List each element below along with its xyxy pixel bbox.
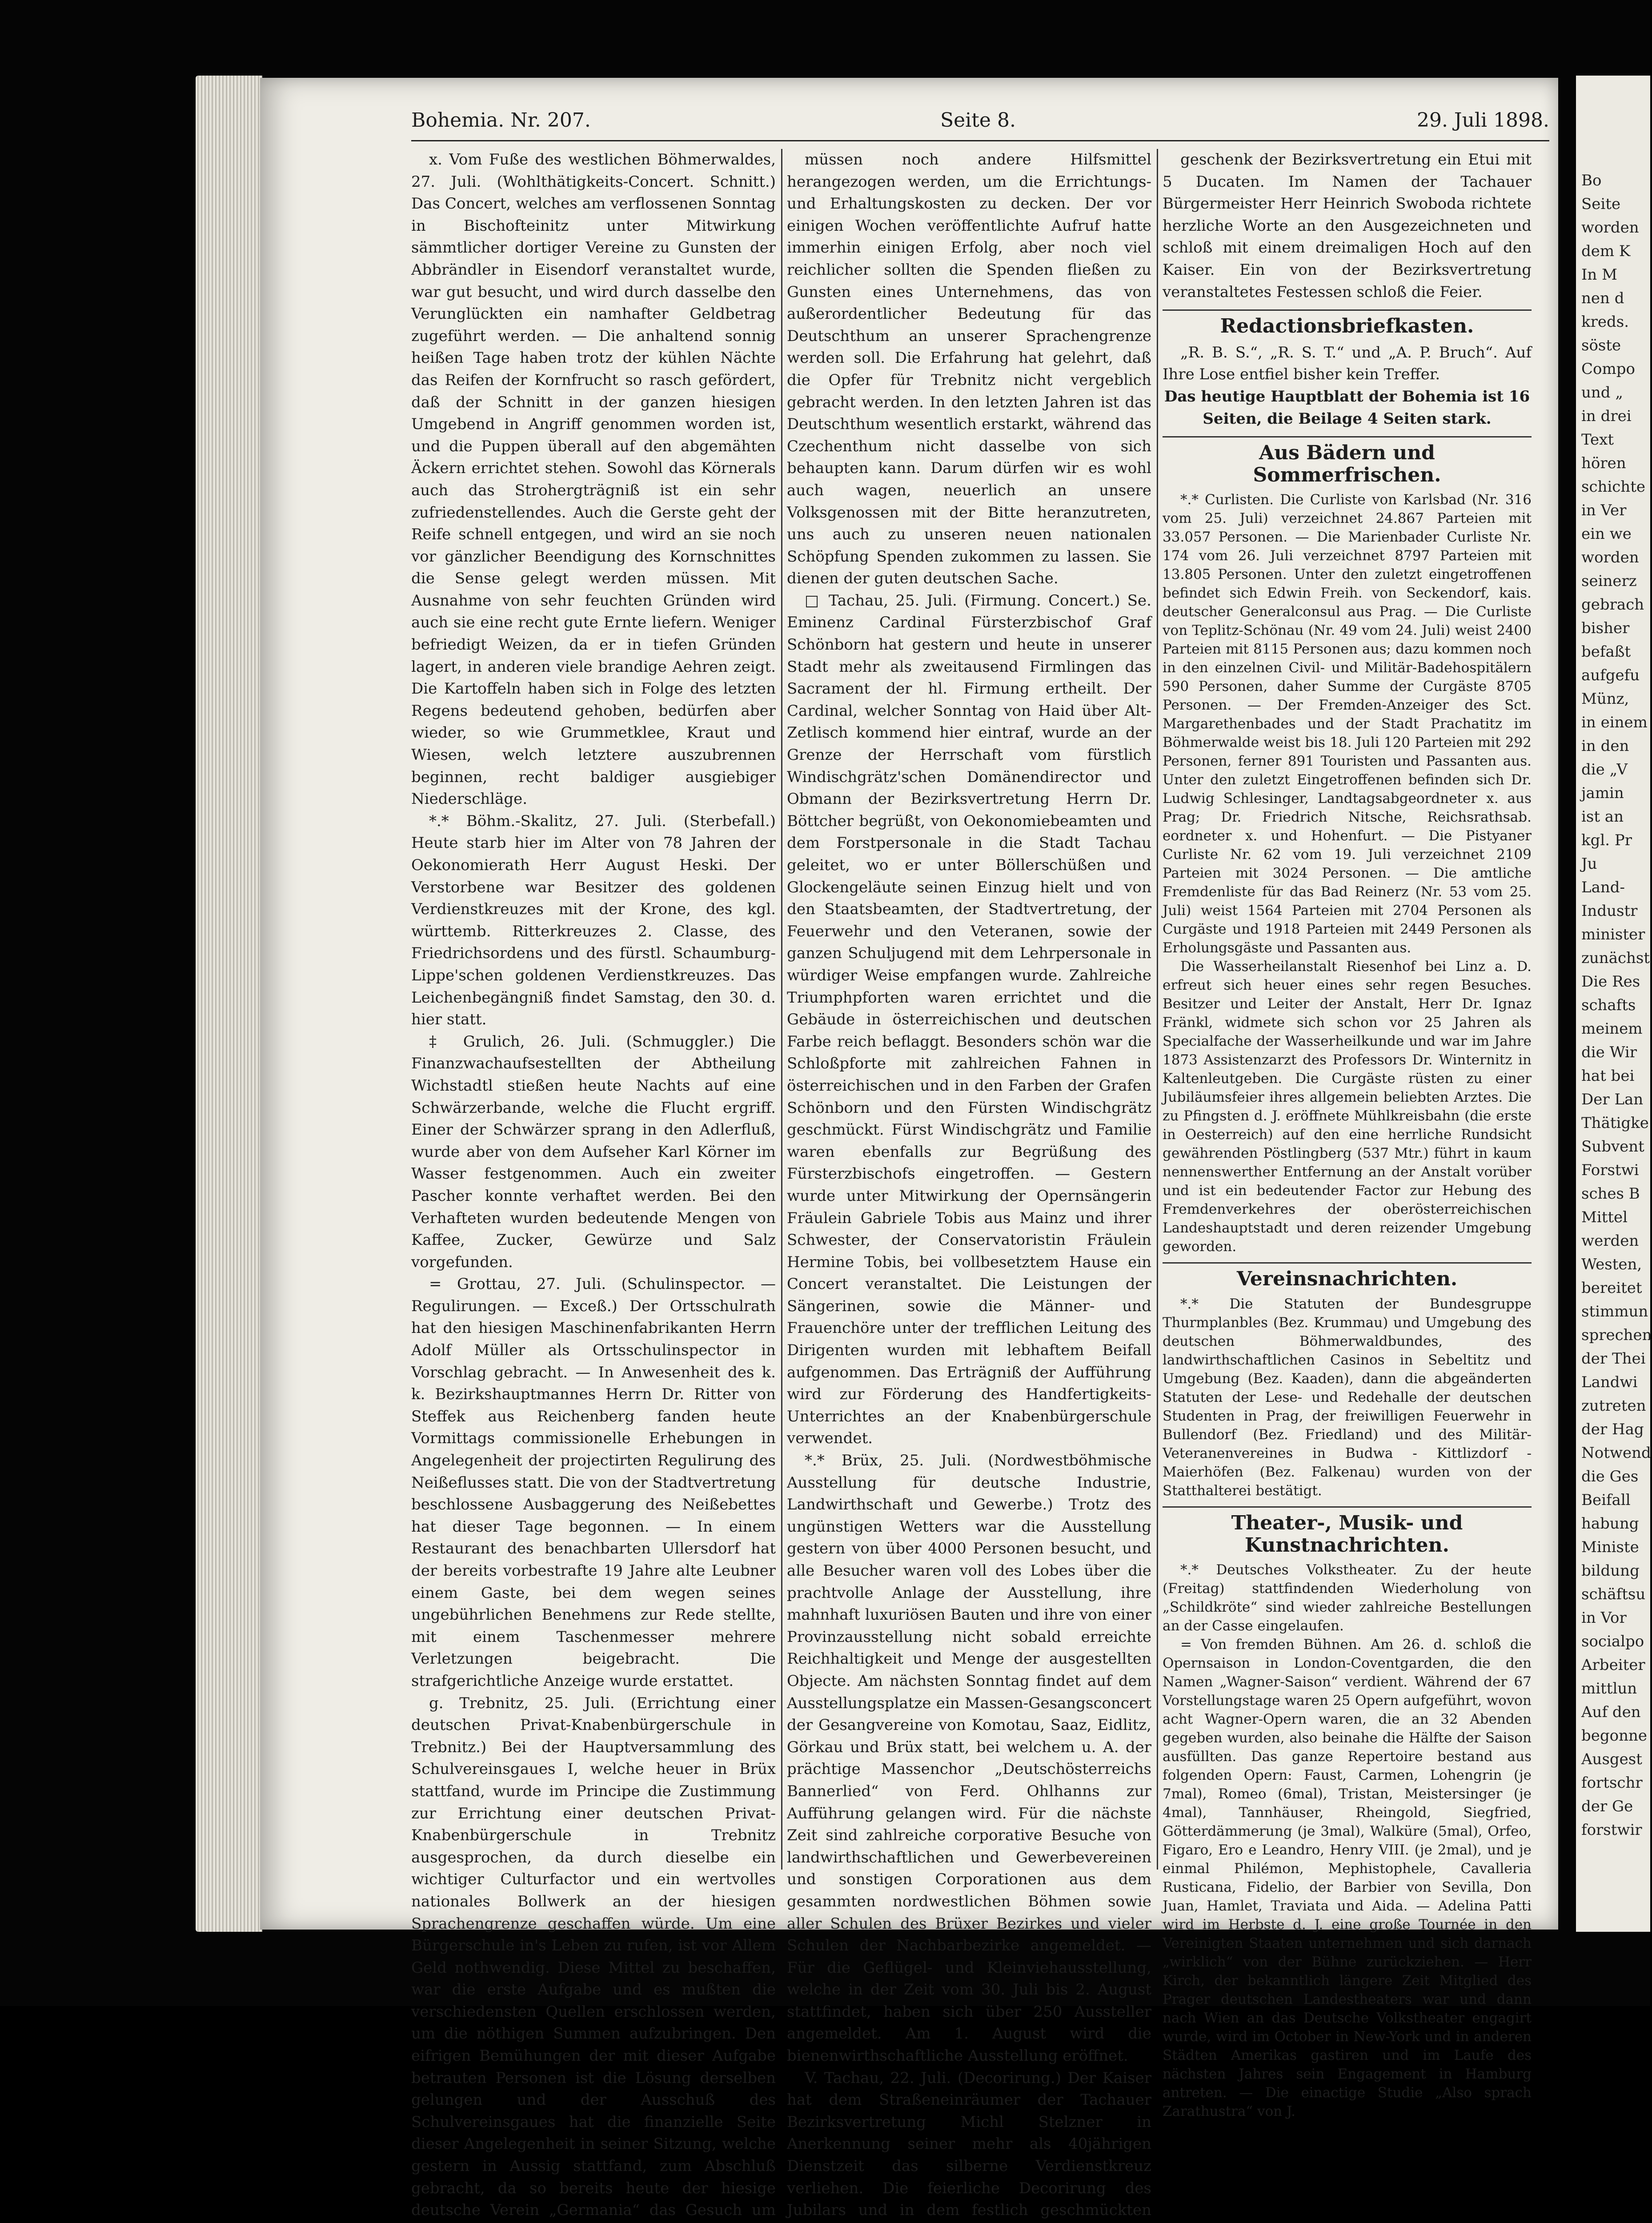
article-tachau-decorirung: V. Tachau, 22. Juli. (Decorirung.) Der Kaiser hat dem Straßeneinräumer der Tachauer Bezirksvertretung Michl Stelzner in Anerkennung seiner mehr als 40jährigen Dienstzeit das silberne Verdienstkreuz verliehen. Die feierliche Decorirung des Jubilars und in dem festlich geschmückten xyxy=(787,2069,1151,2219)
article-statuten: *.* Die Statuten der Bundesgruppe Thurmplanbles (Bez. Krummau) und Umgebung des deutschen Böhmerwaldbundes, des landwirthschaftlichen Casinos in Sebeltitz und Umgebung (Bez. Kaaden), dann die abgeänderten Statuten der Lese- und Redehalle der deutschen Studenten in Prag, der freiwilligen Feuerwehr in Bullendorf (Bez. Friedland) und des Militär-Veteranenvereines in Budwa - Kittlizdorf - Maierhöfen (Bez. Falkenau) wurden von der Statthalterei bestätigt. xyxy=(1163,1296,1532,1499)
adjacent-page-line: zunächst xyxy=(1581,949,1650,967)
adjacent-page-line: ein we xyxy=(1581,525,1632,543)
adjacent-page-line: Die Res xyxy=(1581,973,1640,991)
adjacent-page-line: socialpo xyxy=(1581,1633,1644,1650)
column-1 xyxy=(411,149,776,2219)
page-count-notice: Das heutige Hauptblatt der Bohemia ist 16 Seiten, die Beilage 4 Seiten stark. xyxy=(1164,387,1530,428)
adjacent-page-line: Ju xyxy=(1581,855,1597,873)
adjacent-page-line: Bo xyxy=(1581,172,1602,189)
adjacent-page-line: Industr xyxy=(1581,902,1638,920)
article-tachau-firmung: □ Tachau, 25. Juli. (Firmung. Concert.) Se. Eminenz Cardinal Fürsterzbischof Graf Schönborn hat gestern und heute in unserer Stadt mehr als zweitausend Firmlingen das Sacrament der hl. Firmung ertheilt. Der Cardinal, welcher Sonntag von Haid über Alt-Zetlisch kommend hier eintraf, wurde an der Grenze der Herrschaft vom fürstlich Windischgrätz'schen Domänendirector und Obmann der Bezirksvertretung Herrn Dr. Böttcher begrüßt, von Oekonomiebeamten und dem Forstpersonale in die Stadt Tachau geleitet, wo er unter Böllerschüßen und Glockengeläute seinen Einzug hielt und von den Staatsbeamten, der Stadtvertretung, der Feuerwehr und den Veteranen, sowie der ganzen Schuljugend mit dem Lehrpersonale in würdiger Weise empfangen wurde. Zahlreiche Triumphpforten waren errichtet und die Gebäude in österreichischen und deutschen Farbe reich beflaggt. Besonders schön war die Schloßpforte mit zahlreichen Fahnen in österreichischen und in den Farben der Grafen Schönborn und den Fürsten Windischgrätz geschmückt. Fürst Windischgrätz und Familie waren ebenfalls zur Begrüßung des Fürsterzbischofs eingetroffen. — Gestern wurde unter Mitwirkung der Opernsängerin Fräulein Gabriele Tobis aus Mainz und ihrer Schwester, der Conservatoristin Fräulein Hermine Tobis, bei vollbesetztem Hause ein Concert veranstaltet. Die Leistungen der Sängerinen, sowie die Männer- und Frauenchöre unter der trefflichen Leitung des Dirigenten wurden mit lebhaftem Beifall aufgenommen. Das Erträgniß der Aufführung wird zur Förderung des Handfertigkeits-Unterrichtes an der Knabenbürgerschule verwendet. xyxy=(787,591,1151,1448)
adjacent-page-line: worden xyxy=(1581,549,1639,566)
adjacent-page-line: nen d xyxy=(1581,289,1624,307)
adjacent-page-line: kreds. xyxy=(1581,313,1629,331)
article-bruex-ausstellung: *.* Brüx, 25. Juli. (Nordwestböhmische Ausstellung für deutsche Industrie, Landwirthschaft und Gewerbe.) Trotz des ungünstigen Wetters war die Ausstellung gestern von über 4000 Personen besucht, und alle Besucher waren voll des Lobes über die prachtvolle Anlage der Ausstellung, ihre mahnhaft luxuriösen Bauten und ihre von einer Provinzausstellung nicht sobald erreichte Reichhaltigkeit und Menge der ausgestellten Objecte. Am nächsten Sonntag findet auf dem Ausstellungsplatze ein Massen-Gesangsconcert der Gesangvereine von Komotau, Saaz, Eidlitz, Görkau und Brüx statt, bei welchem u. A. der prächtige Massenchor „Deutschösterreichs Bannerlied“ von Ferd. Ohlhanns zur Aufführung gelangen wird. Für die nächste Zeit sind zahlreiche corporative Besuche von landwirthschaftlichen und Gewerbevereinen und sonstigen Corporationen aus dem gesammten nordwestlichen Böhmen sowie aller Schulen des Brüxer Bezirkes und vieler Schulen der Nachbarbezirke angemeldet. — Für die Geflügel- und Kleinviehausstellung, welche in der Zeit vom 30. Juli bis 2. August stattfindet, haben sich über 250 Aussteller angemeldet. Am 1. August wird die bienenwirthschaftliche Ausstellung eröffnet. xyxy=(787,1452,1151,2065)
adjacent-page-line: sprechen xyxy=(1581,1326,1652,1344)
adjacent-page-line: Auf den xyxy=(1581,1703,1641,1721)
adjacent-page-line: der Ge xyxy=(1581,1798,1633,1815)
adjacent-page-line: Mittel xyxy=(1581,1208,1628,1226)
adjacent-page-line: Land- xyxy=(1581,879,1625,896)
adjacent-page-line: die Ges xyxy=(1581,1468,1639,1485)
adjacent-page-line: Text xyxy=(1581,431,1614,449)
adjacent-page-line: in drei xyxy=(1581,407,1632,425)
adjacent-page-line: sches B xyxy=(1581,1185,1640,1203)
adjacent-page-line: bisher xyxy=(1581,619,1630,637)
article-fremde-buehnen: = Von fremden Bühnen. Am 26. d. schloß die Opernsaison in London-Coventgarden, die den Namen „Wagner-Saison“ verdient. Während der 67 Vorstellungstage waren 25 Opern aufgeführt, wovon acht Wagner-Opern waren, die an 32 Abenden gegeben wurden, also beinahe die Hälfte der Saison ausfüllten. Das ganze Repertoire bestand aus folgenden Opern: Faust, Carmen, Lohengrin (je 7mal), Romeo (6mal), Tristan, Meistersinger (je 4mal), Tannhäuser, Rheingold, Siegfried, Götterdämmerung (je 3mal), Walküre (5mal), Orfeo, Figaro, Ero e Leandro, Henry VIII. (je 2mal), und je einmal Philémon, Mephistophele, Cavalleria Rusticana, Fidelio, der Barbier von Sevilla, Don Juan, Hamlet, Traviata und Aida. — Adelina Patti wird im Herbste d. J. eine große Tournée in den Vereinigten Staaten unternehmen und sich darnach „wirklich“ von der Bühne zurückziehen. — Herr Kirch, der bekanntlich längere Zeit Mitglied des Prager deutschen Landestheaters war und dann nach Wien an das Deutsche Volkstheater engagirt wurde, wird im October in New-York und in anderen Städten Amerikas gastiren und im Laufe des nächsten Jahres sein Engagement in Hamburg antreten. — Die einactige Studie „Also sprach Zarathustra“ von J. xyxy=(1163,1637,1532,2120)
article-boehm-skalitz: *.* Böhm.-Skalitz, 27. Juli. (Sterbefall.) Heute starb hier im Alter von 78 Jahren der Oekonomierath Herr August Heski. Der Verstorbene war Besitzer des goldenen Verdienstkreuzes mit der Krone, des kgl. württemb. Ritterkreuzes 2. Classe, des Friedrichsordens und des fürstl. Schaumburg-Lippe'schen goldenen Verdienstkreuzes. Das Leichenbegängniß findet Samstag, den 30. d. hier statt. xyxy=(411,812,776,1029)
adjacent-page-line: begonne xyxy=(1581,1727,1648,1745)
adjacent-page-line: söste xyxy=(1581,337,1621,354)
adjacent-page-line: forstwir xyxy=(1581,1821,1642,1839)
section-title-baeder: Aus Bädern und Sommerfrischen. xyxy=(1163,436,1532,486)
adjacent-page-line: Forstwi xyxy=(1581,1161,1639,1179)
header-publication: Bohemia. Nr. 207. xyxy=(411,109,591,132)
adjacent-page-line: mittlun xyxy=(1581,1680,1637,1697)
adjacent-page-line: Subvent xyxy=(1581,1138,1644,1156)
adjacent-page-line: In M xyxy=(1581,266,1617,284)
adjacent-page-line: die Wir xyxy=(1581,1043,1637,1061)
adjacent-page-line: Notwend xyxy=(1581,1444,1651,1462)
section-title-vereine: Vereinsnachrichten. xyxy=(1163,1262,1532,1290)
adjacent-page-line: seinerz xyxy=(1581,572,1637,590)
adjacent-page-line: stimmun xyxy=(1581,1303,1648,1320)
adjacent-page-line: die „V xyxy=(1581,761,1628,778)
page-header xyxy=(411,109,1549,136)
header-page-number: Seite 8. xyxy=(940,109,1016,132)
adjacent-page-line: schäftsu xyxy=(1581,1585,1646,1603)
adjacent-page-line: habung xyxy=(1581,1515,1639,1533)
adjacent-page-line: der Hag xyxy=(1581,1420,1644,1438)
adjacent-page-line: aufgefu xyxy=(1581,666,1640,684)
adjacent-page-line: Westen, xyxy=(1581,1256,1642,1273)
adjacent-page-line: ist an xyxy=(1581,808,1624,826)
adjacent-page-line: in einem xyxy=(1581,714,1648,731)
adjacent-page-line: Münz, xyxy=(1581,690,1629,708)
adjacent-page-line: dem K xyxy=(1581,242,1631,260)
adjacent-page-line: hören xyxy=(1581,454,1626,472)
column-2 xyxy=(787,149,1151,2219)
article-tachau-cont: geschenk der Bezirksvertretung ein Etui mit 5 Ducaten. Im Namen der Tachauer Bürgermeister Herr Heinrich Swoboda richtete herzliche Worte an den Ausgezeichneten und schloß mit einem dreimaligen Hoch auf den Kaiser. Ein von der Bezirksvertretung veranstaltetes Festessen schloß die Feier. xyxy=(1163,151,1532,301)
column-divider xyxy=(1157,149,1158,1870)
briefkasten-text: „R. B. S.“, „R. S. T.“ und „A. P. Bruch“. Auf Ihre Lose entfiel bisher kein Treffer. xyxy=(1163,343,1532,384)
adjacent-page-line: Beifall xyxy=(1581,1491,1631,1509)
article-grottau: = Grottau, 27. Juli. (Schulinspector. — Regulirungen. — Exceß.) Der Ortsschulrath hat den hiesigen Maschinenfabrikanten Herrn Adolf Müller als Ortsschulinspector in Vorschlag gebracht. — In Anwesenheit des k. k. Bezirkshauptmannes Herrn Dr. Ritter von Steffek aus Reichenberg fanden heute Vormittags commissionelle Erhebungen in Angelegenheit der projectirten Regulirung des Neißeflusses statt. Die von der Stadtvertretung beschlossene Ausbaggerung des Neißebettes hat dieser Tage begonnen. — In einem Restaurant des benachbarten Ullersdorf hat der bereits vorbestrafte 19 Jahre alte Leubner einem Gaste, bei dem wegen seines ungebührlichen Benehmens zur Rede stellte, mit einem Taschenmesser mehrere Verletzungen beigebracht. Die strafgerichtliche Anzeige wurde erstattet. xyxy=(411,1275,776,1690)
adjacent-page-line: der Thei xyxy=(1581,1350,1646,1368)
adjacent-page-line: meinem xyxy=(1581,1020,1643,1038)
adjacent-page-line: schafts xyxy=(1581,996,1636,1014)
adjacent-page-line: zutreten xyxy=(1581,1397,1646,1415)
adjacent-page-line: in Vor xyxy=(1581,1609,1627,1627)
adjacent-page-line: in Ver xyxy=(1581,502,1627,519)
adjacent-page-line: bereitet xyxy=(1581,1279,1642,1297)
adjacent-page-line: Landwi xyxy=(1581,1373,1638,1391)
book-page-edges xyxy=(196,76,262,1932)
newspaper-page xyxy=(260,78,1558,2219)
adjacent-page-line: Ministe xyxy=(1581,1538,1639,1556)
adjacent-page-line: hat bei xyxy=(1581,1067,1635,1085)
section-title-theater: Theater-, Musik- und Kunstnachrichten. xyxy=(1163,1506,1532,1556)
adjacent-page-line: minister xyxy=(1581,926,1645,943)
column-divider xyxy=(781,149,782,1870)
adjacent-page-line: bildung xyxy=(1581,1562,1640,1580)
adjacent-page-line: Seite xyxy=(1581,195,1621,213)
adjacent-page-line: schichte xyxy=(1581,478,1645,496)
adjacent-page-line: Ausgest xyxy=(1581,1750,1642,1768)
article-trebnitz-cont: müssen noch andere Hilfsmittel herangezogen werden, um die Errichtungs- und Erhaltungskosten zu decken. Der vor einigen Wochen veröffentlichte Aufruf hatte immerhin einigen Erfolg, aber noch viel reichlicher sollten die Spenden fließen zu Gunsten eines Unternehmens, das von außerordentlicher Bedeutung für das Deutschthum an unserer Sprachengrenze werden soll. Die Erfahrung hat gelehrt, daß die Opfer für Trebnitz nicht vergeblich gebracht werden. In den letzten Jahren ist das Deutschthum wesentlich erstarkt, während das Czechenthum nicht dasselbe von sich behaupten kann. Darum dürfen wir es wohl auch wagen, neuerlich an unsere Volksgenossen mit der Bitte heranzutreten, uns auch zu unseren neuen nationalen Schöpfung Spenden zukommen zu lassen. Sie dienen der guten deutschen Sache. xyxy=(787,151,1151,588)
adjacent-page-line: Compo xyxy=(1581,360,1635,378)
adjacent-page-line: in den xyxy=(1581,737,1629,755)
adjacent-page-line: und „ xyxy=(1581,384,1623,401)
article-riesenhof: Die Wasserheilanstalt Riesenhof bei Linz a. D. erfreut sich heuer eines sehr regen Besuches. Besitzer und Leiter der Anstalt, Herr Dr. Ignaz Fränkl, widmete sich schon vor 25 Jahren als Specialfache der Wasserheilkunde und war im Jahre 1873 Assistenzarzt des Professors Dr. Winternitz in Kaltenleutgeben. Die Curgäste rüsten zu einer Jubiläumsfeier ihres allgemein beliebten Arztes. Die zu Pfingsten d. J. eröffnete Mühlkreisbahn (die erste in Oesterreich) auf den eine herrliche Rundsicht gewährenden Pöstlingberg (537 Mtr.) führt in kaum nennenswerther Entfernung an der Anstalt vorüber und ist ein bedeutender Factor zur Hebung des Fremdenverkehres der oberösterreichischen Landeshauptstadt und deren reizender Umgebung geworden. xyxy=(1163,959,1532,1255)
article-curlisten: *.* Curlisten. Die Curliste von Karlsbad (Nr. 316 vom 25. Juli) verzeichnet 24.867 Parteien mit 33.057 Personen. — Die Marienbader Curliste Nr. 174 vom 26. Juli verzeichnet 8797 Parteien mit 13.805 Personen. Unter den zuletzt eingetroffenen befindet sich Edwin Freih. von Seckendorf, kais. deutscher Generalconsul aus Prag. — Die Curliste von Teplitz-Schönau (Nr. 49 vom 24. Juli) weist 2400 Parteien mit 8115 Personen aus; dazu kommen noch in den einzelnen Civil- und Militär-Badehospitälern 590 Personen, daher Summe der Curgäste 8705 Personen. — Der Fremden-Anzeiger des Sct. Margarethenbades und der Stadt Prachatitz im Böhmerwalde weist bis 18. Juli 120 Parteien mit 292 Personen, ferner 891 Touristen und Passanten aus. Unter den zuletzt Eingetroffenen befinden sich Dr. Ludwig Schlesinger, Landtagsabgeordneter x. aus Prag; Dr. Friedrich Nitsche, Reichsrathsab. eordneter x. und Hohenfurt. — Die Pistyaner Curliste Nr. 62 vom 19. Juli verzeichnet 2109 Parteien mit 3024 Personen. — Die amtliche Fremdenliste für das Bad Reinerz (Nr. 53 vom 25. Juli) weist 1564 Parteien mit 2704 Personen als Curgäste und 1918 Parteien mit 2449 Personen als Erholungsgäste und Passanten aus. xyxy=(1163,492,1532,956)
article-volkstheater: *.* Deutsches Volkstheater. Zu der heute (Freitag) stattfindenden Wiederholung von „Schildkröte“ sind wieder zahlreiche Bestellungen an der Casse eingelaufen. xyxy=(1163,1562,1532,1634)
section-title-briefkasten: Redactionsbriefkasten. xyxy=(1163,309,1532,337)
adjacent-page-line: fortschr xyxy=(1581,1774,1643,1792)
adjacent-page-line: gebrach xyxy=(1581,596,1644,614)
adjacent-page-line: Thätigke xyxy=(1581,1114,1649,1132)
adjacent-page-line: jamin xyxy=(1581,784,1624,802)
adjacent-page-line: befaßt xyxy=(1581,643,1631,661)
header-rule xyxy=(411,140,1549,141)
adjacent-page-line: Arbeiter xyxy=(1581,1656,1645,1674)
article-boehmerwald: x. Vom Fuße des westlichen Böhmerwaldes, 27. Juli. (Wohlthätigkeits-Concert. Schnitt.) Das Concert, welches am verflossenen Sonntag in Bischofteinitz unter Mitwirkung sämmtlicher dortiger Vereine zu Gunsten der Abbrändler in Eisendorf veranstaltet wurde, war gut besucht, und wird durch dasselbe den Verunglückten ein namhafter Geldbetrag zugeführt werden. — Die anhaltend sonnig heißen Tage haben trotz der kühlen Nächte das Reifen der Kornfrucht so rasch gefördert, daß der Schnitt in der ganzen hiesigen Umgebend in Angriff genommen worden ist, und die Puppen überall auf den abgemähten Äckern errichtet stehen. Sowohl das Körnerals auch das Strohergträgniß ist ein sehr zufriedenstellendes. Auch die Gerste geht der Reife schnell entgegen, und wird an sie noch vor gänzlicher Beendigung des Kornschnittes die Sense gelegt werden müssen. Mit Ausnahme von sehr feuchten Gründen wird auch sie eine recht gute Ernte liefern. Weniger befriedigt Weizen, da er in tiefen Gründen lagert, in anderen viele brandige Aehren zeigt. Die Kartoffeln haben sich in Folge des letzten Regens bedeutend gehoben, bedürfen aber wieder, so wie Grummetklee, Kraut und Wiesen, welch letztere auszubrennen beginnen, recht baldiger ausgiebiger Niederschläge. xyxy=(411,151,776,808)
header-date: 29. Juli 1898. xyxy=(1416,109,1549,132)
adjacent-page-line: worden xyxy=(1581,219,1639,237)
article-grulich: ‡ Grulich, 26. Juli. (Schmuggler.) Die Finanzwachaufsestellten der Abtheilung Wichstadtl stießen heute Nachts auf eine Schwärzerbande, welche die Flucht ergriff. Einer der Schwärzer sprang in den Adlerfluß, wurde aber von dem Aufseher Karl Körner im Wasser festgenommen. Auch ein zweiter Pascher konnte verhaftet werden. Bei den Verhafteten wurden bedeutende Mengen von Kaffee, Zucker, Gewürze und Salz vorgefunden. xyxy=(411,1032,776,1271)
adjacent-page-line: kgl. Pr xyxy=(1581,831,1632,849)
article-trebnitz: g. Trebnitz, 25. Juli. (Errichtung einer deutschen Privat-Knabenbürgerschule in Trebnitz.) Bei der Hauptversammlung des Schulvereinsgaues I, welche heuer in Brüx stattfand, wurde im Principe die Zustimmung zur Errichtung einer deutschen Privat-Knabenbürgerschule in Trebnitz ausgesprochen, da durch dieselbe ein wichtiger Culturfactor und ein wertvolles nationales Bollwerk an der hiesigen Sprachengrenze geschaffen würde. Um eine Bürgerschule in's Leben zu rufen, ist vor Allem Geld nothwendig. Diese Mittel zu beschaffen, war die erste Aufgabe und es mußten die verschiedensten Quellen erschlossen werden, um die nöthigen Summen aufzubringen. Den eifrigen Bemühungen der mit dieser Aufgabe betrauten Personen ist die Lösung derselben gelungen und der Ausschuß des Schulvereinsgaues hat die finanzielle Seite dieser Angelegenheit in seiner Sitzung, welche gestern in Aussig stattfand, zum Abschluß gebracht, da so bereits heute der hiesige deutsche Verein „Germania“ das Gesuch um xyxy=(411,1694,776,2219)
adjacent-page-line: Der Lan xyxy=(1581,1091,1644,1108)
column-3 xyxy=(1163,149,1532,2120)
adjacent-page-line: werden xyxy=(1581,1232,1639,1250)
adjacent-page-fragment xyxy=(1576,76,1650,1932)
